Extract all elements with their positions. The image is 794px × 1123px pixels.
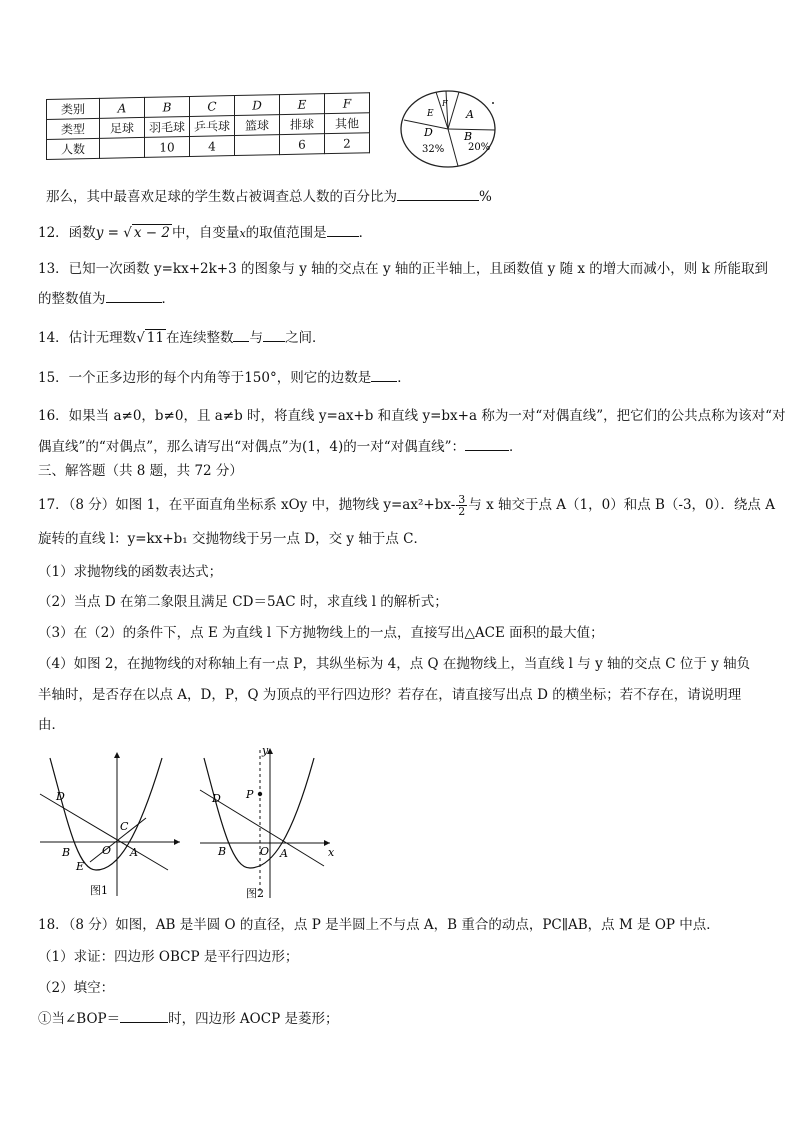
q17-line-1	[38, 494, 775, 517]
q14-prefix: 14．估计无理数	[38, 330, 137, 346]
q18-part-2: （2）填空：	[38, 980, 115, 996]
fig2-label-b: B	[218, 845, 227, 858]
q13-line-1: 13．已知一次函数 y=kx+2k+3 的图象与 y 轴的交点在 y 轴的正半轴上，且函数值 y 随 x 的增大而减小，则 k 所能取到	[38, 261, 769, 277]
q11-unit: %	[479, 189, 492, 205]
table-cell: D	[235, 95, 280, 116]
q12-mid: 中，自变量	[171, 225, 240, 241]
table-cell: 乒乓球	[190, 116, 235, 137]
table-cell: E	[280, 94, 325, 115]
q14-mid: 在连续整数	[165, 330, 234, 346]
q13-end: ．	[161, 291, 175, 307]
frac-num: 3	[458, 493, 466, 506]
q18-prefix: ①当∠BOP＝	[38, 1011, 121, 1027]
table-cell: 人数	[47, 138, 100, 159]
pie-pct-b: 20%	[468, 142, 491, 153]
table-cell: 10	[145, 136, 190, 157]
q18-part-1: （1）求证：四边形 OBCP 是平行四边形；	[38, 949, 299, 965]
q17-part-4a: （4）如图 2，在抛物线的对称轴上有一点 P，其纵坐标为 4，点 Q 在抛物线上，当直线 l 与 y 轴的交点 C 位于 y 轴负	[38, 656, 751, 672]
figure-1	[34, 746, 190, 900]
q14-radicand: 11	[146, 330, 164, 346]
q11-text: 那么，其中最喜欢足球的学生数占被调查总人数的百分比为	[46, 189, 397, 205]
table-cell: 其他	[325, 113, 370, 134]
pie-label-e: E	[427, 109, 434, 119]
table-cell: 足球	[100, 117, 145, 138]
fig1-label-b: B	[62, 846, 71, 859]
section-heading: 三、解答题（共 8 题，共 72 分）	[38, 463, 243, 479]
answer-blank	[397, 188, 479, 201]
q15-end: ．	[397, 370, 411, 386]
figure-2	[196, 742, 342, 902]
q12-line: 12．函数y = √ x − 2 中，自变量x的取值范围是 ．	[38, 225, 373, 241]
answer-blank	[120, 1010, 168, 1023]
pie-label-a: A	[466, 108, 474, 121]
table-cell: 类型	[47, 118, 100, 139]
q12-var: x	[239, 227, 246, 240]
fig2-label-p: P	[246, 788, 254, 801]
fig2-label-y: y	[262, 744, 269, 757]
q17-line-2: 旋转的直线 l：y=kx+b₁ 交抛物线于另一点 D，交 y 轴于点 C．	[38, 531, 427, 547]
q12-radicand: x − 2	[133, 225, 170, 241]
table-cell: B	[145, 96, 190, 117]
table-cell: A	[100, 97, 145, 118]
fig1-label-c: C	[120, 820, 129, 833]
answer-blank	[465, 438, 509, 451]
q17-part-2: （2）当点 D 在第二象限且满足 CD＝5AC 时，求直线 l 的解析式；	[38, 594, 448, 610]
q18-suffix: 时，四边形 AOCP 是菱形；	[168, 1011, 339, 1027]
pie-chart	[398, 88, 504, 170]
q15-prefix: 15．一个正多边形的每个内角等于	[38, 370, 245, 386]
pie-pct-d: 32%	[422, 144, 445, 155]
q18-part-3	[38, 1010, 338, 1028]
table-cell: 篮球	[235, 115, 280, 136]
q12-func: y =	[95, 225, 124, 241]
table-cell: C	[190, 96, 235, 117]
q16-line-1: 16．如果当 a≠0，b≠0，且 a≠b 时，将直线 y=ax+b 和直线 y=bx+a 称为一对“对偶直线”，把它们的公共点称为该对“对	[38, 408, 786, 424]
table-cell: 羽毛球	[145, 116, 190, 137]
q12-prefix: 12．函数	[38, 225, 96, 241]
q15-angle: 150°	[244, 370, 277, 386]
table-cell: 排球	[280, 114, 325, 135]
q12-end: ．	[358, 225, 373, 241]
q15-suffix: ，则它的边数是	[276, 370, 372, 386]
fraction	[456, 494, 467, 517]
table-cell: 4	[190, 136, 235, 157]
fig1-label-d: D	[56, 790, 65, 803]
fig1-caption: 图1	[90, 884, 108, 897]
frac-den: 2	[458, 505, 466, 518]
q14-mid2: 与	[249, 330, 263, 346]
table-cell: 2	[325, 133, 370, 154]
stats-table	[46, 92, 370, 160]
fig2-label-d: D	[212, 792, 221, 805]
pie-label-d: D	[424, 126, 433, 139]
q17-part-4b: 半轴时，是否存在以点 A，D，P，Q 为顶点的平行四边形？若存在，请直接写出点 D 的横坐标；若不存在，请说明理	[38, 687, 742, 703]
answer-blank	[371, 369, 397, 382]
q17-text-b: 与 x 轴交于点 A（1，0）和点 B（-3，0）．绕点 A	[468, 497, 775, 513]
fig1-label-e: E	[76, 860, 85, 873]
table-cell	[100, 137, 145, 158]
pie-label-b: B	[464, 130, 473, 143]
q17-part-3: （3）在（2）的条件下，点 E 为直线 l 下方抛物线上的一点，直接写出△ACE 面积的最大值；	[38, 625, 604, 641]
table-cell	[235, 135, 280, 156]
pie-label-f: F	[442, 99, 448, 108]
q12-suffix: 的取值范围是	[245, 225, 327, 241]
q11-line	[46, 188, 492, 206]
fig2-label-o: O	[260, 845, 270, 858]
fig1-label-o: O	[102, 844, 112, 857]
fig2-label-a: A	[280, 847, 288, 860]
answer-blank	[327, 224, 359, 237]
q17-text-a: 17．（8 分）如图 1，在平面直角坐标系 xOy 中，抛物线 y=ax²+bx-	[38, 497, 456, 513]
q14-line: 14．估计无理数√ 11 在连续整数 与 之间．	[38, 330, 326, 346]
table-cell: F	[325, 93, 370, 114]
q15-line	[38, 369, 411, 387]
table-cell: 6	[280, 134, 325, 155]
q18-line-1: 18．（8 分）如图，AB 是半圆 O 的直径，点 P 是半圆上不与点 A，B 重合的动点，PC∥AB，点 M 是 OP 中点．	[38, 917, 720, 933]
q16-prefix: 偶直线”的“对偶点”，那么请写出“对偶点”为(1，4)的一对“对偶直线”：	[38, 439, 466, 455]
q17-part-4c: 由．	[38, 717, 65, 733]
answer-blank	[263, 329, 285, 342]
q13-prefix: 的整数值为	[38, 291, 106, 307]
q17-part-1: （1）求抛物线的函数表达式；	[38, 564, 223, 580]
q13-line-2	[38, 290, 175, 308]
answer-blank	[233, 329, 249, 342]
answer-blank	[106, 290, 162, 303]
pie-mark	[490, 100, 496, 106]
fig1-label-a: A	[130, 846, 138, 859]
fig2-caption: 图2	[246, 887, 264, 900]
fig2-label-x: x	[328, 846, 335, 859]
q14-end: 之间．	[284, 330, 326, 346]
table-cell: 类别	[47, 98, 100, 119]
q16-end: ．	[509, 439, 523, 455]
q16-line-2	[38, 438, 523, 456]
